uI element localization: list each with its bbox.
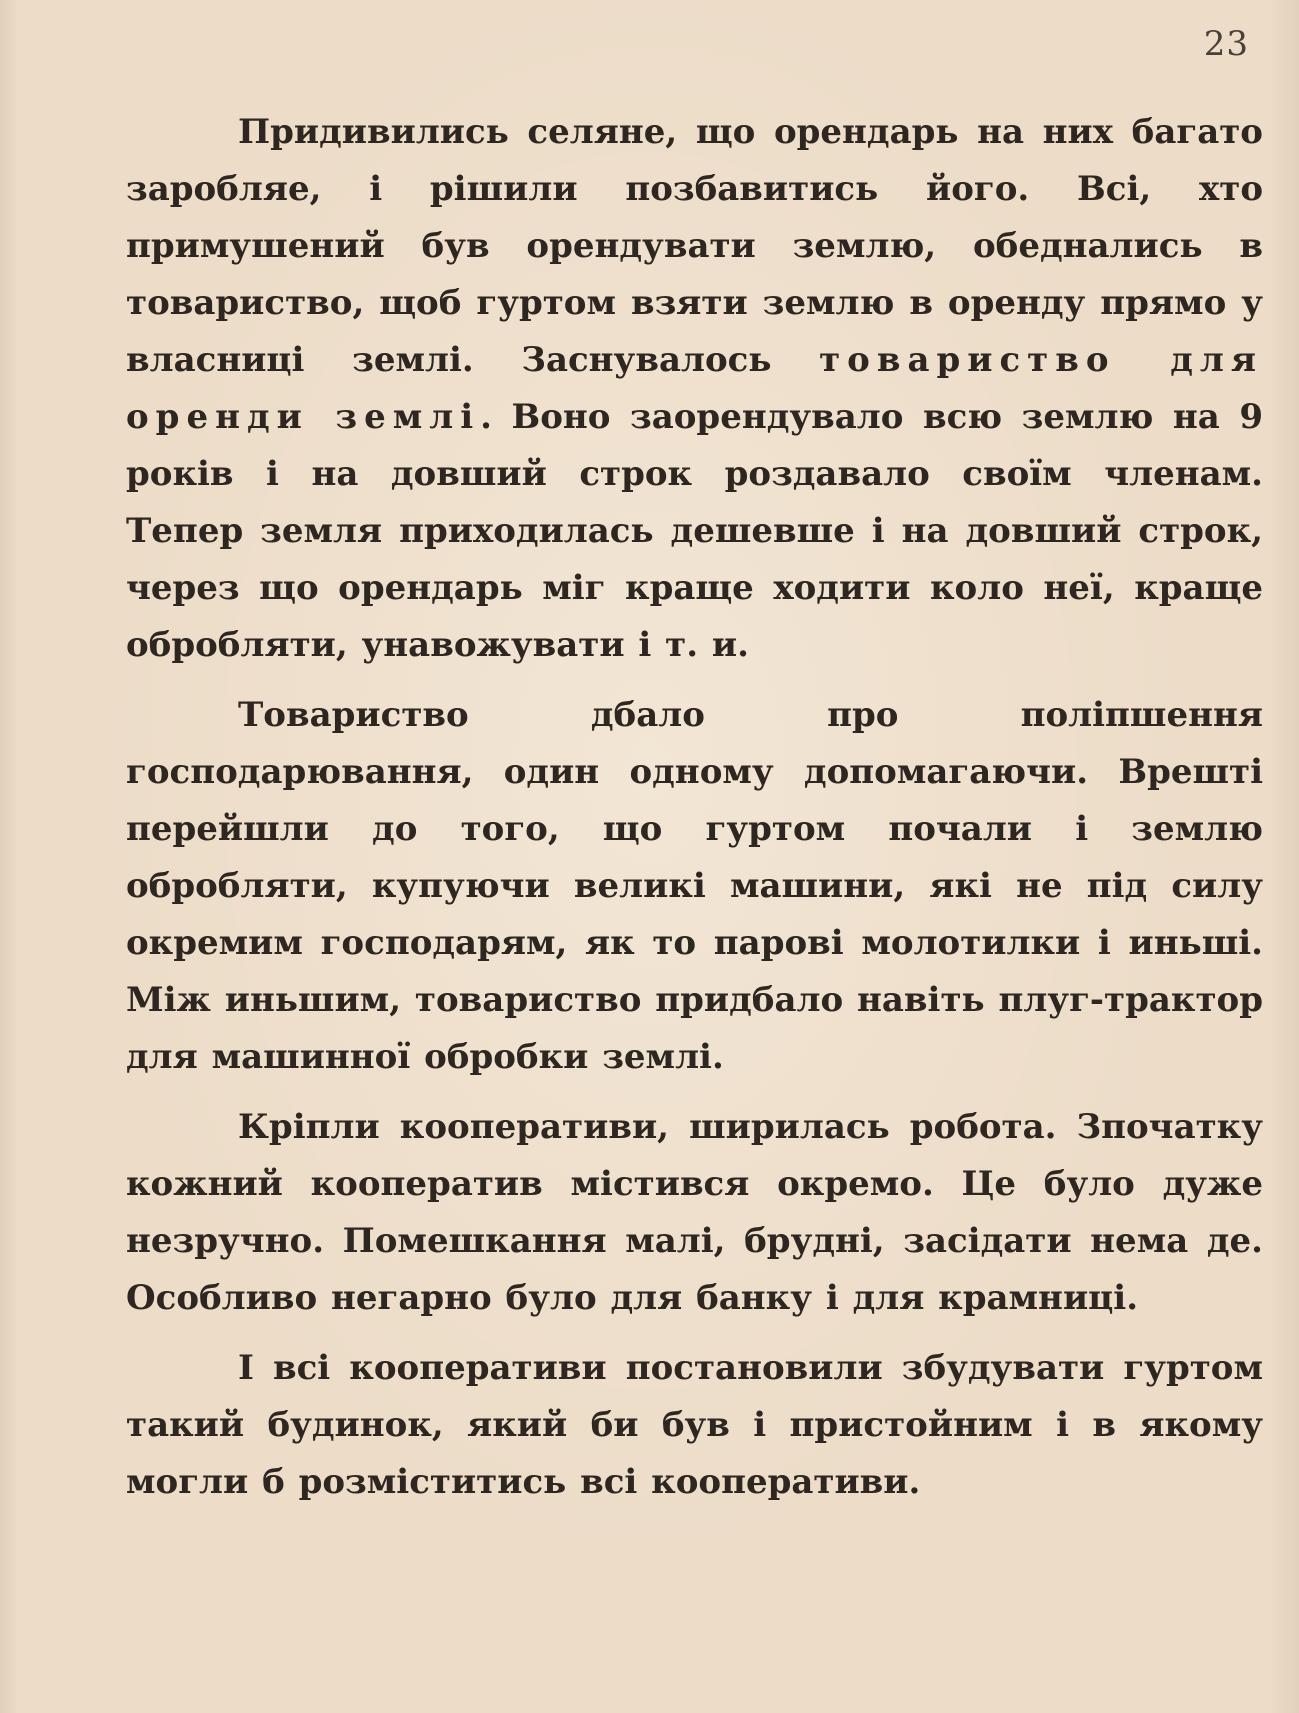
body-text [126, 104, 1263, 1511]
spaced-emphasis: товариство для оренди землі [126, 340, 1263, 437]
page-number: 23 [1203, 24, 1249, 64]
paragraph-1-continuation: . Воно заорендувало всю землю на 9 років і на довший строк роздавало своїм членам. Тепер земля приходилась дешевше і на довший строк, через що орендарь міг краще ходити коло неї, краще обробляти, унавожувати і т. и. [126, 397, 1264, 665]
paragraph-2: Товариство дбало про поліпшення господарювання, один одному допомагаючи. Врешті перейшли до того, що гуртом почали і землю обробляти, купуючи великі машини, які не під силу окремим господарям, як то парові молотилки і иньші. Між иньшим, товариство придбало навіть плуг-трактор для машинної обробки землі. [126, 695, 1263, 1077]
paragraph-3: Кріпли кооперативи, ширилась робота. Зпочатку кожний кооператив містився окремо. Це було дуже незручно. Помешкання малі, брудні, засідати нема де. Особливо негарно було для банку і для крамниці. [126, 1107, 1263, 1318]
paragraph-4: І всі кооперативи постановили збудувати гуртом такий будинок, який би був і пристойним і в якому могли б розміститись всі кооперативи. [126, 1348, 1263, 1502]
paragraph-1-text: Придивились селяне, що орендарь на них багато заробляе, і рішили позбавитись його. Всі, хто примушений був орендувати землю, обеднались в товариство, щоб гуртом взяти землю в оренду прямо у власниці землі. Заснувалось [126, 112, 1263, 380]
paragraph-1 [126, 104, 1263, 674]
